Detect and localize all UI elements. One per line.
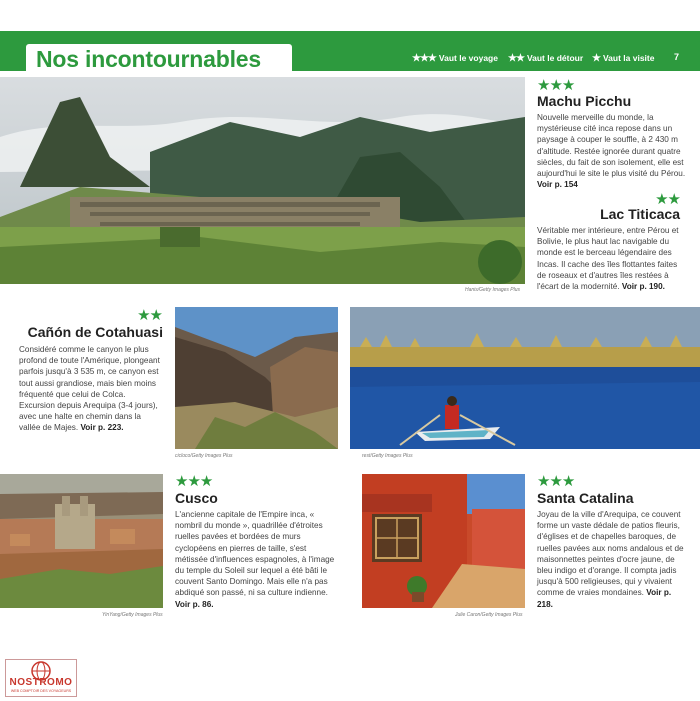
page-number: 7 bbox=[674, 52, 680, 62]
legend-label: Vaut le voyage bbox=[438, 53, 498, 63]
three-stars-icon: ★★★ bbox=[537, 473, 575, 490]
entry-description: Joyau de la ville d'Arequipa, ce couvent forme un vaste dédale de patios fleuris, d'églises et de chapelles baroques, de ruelles pavées aux noms andalous et de maisonnettes peintes d'ocre jaune, de bleu indigo et d'orange. Il compta jadis jusqu'à 500 religieuses, qui y vivaient comme de vraies mondaines. bbox=[537, 510, 684, 598]
three-stars-icon: ★★★ bbox=[175, 473, 213, 490]
entry-title-cusco: Cusco bbox=[175, 490, 218, 506]
entry-text-lac-titicaca bbox=[537, 225, 685, 292]
entry-text-machu-picchu bbox=[537, 112, 687, 190]
photo-credit: cicloco/Getty Images Plus bbox=[175, 453, 233, 459]
legend-label: Vaut la visite bbox=[602, 53, 655, 63]
entry-description: Véritable mer intérieure, entre Pérou et Bolivie, le plus haut lac navigable du monde est le berceau légendaire des Incas. Il cache des îles flottantes faites de roseaux et d'autres îles restées à l'écart de la modernité. bbox=[537, 226, 679, 292]
entry-description: L'ancienne capitale de l'Empire inca, « nombril du monde », quadrillée d'étroites ruelles pavées et bordées de murs cyclopéens en pierres de taille, s'est métissée d'influences espagnoles, à l'image du temple du Soleil sur lequel a été bâti le couvent Santo Domingo. Mais elle n'a pas abdiqué son passé, ni sa culture indienne. bbox=[175, 510, 335, 598]
two-stars-icon: ★★ bbox=[655, 191, 680, 208]
page-reference: Voir p. 223. bbox=[80, 423, 124, 433]
photo-credit: Julie Caron/Getty Images Plus bbox=[455, 612, 523, 618]
santa-catalina-photo bbox=[362, 474, 525, 608]
entry-description: Nouvelle merveille du monde, la mystérieuse cité inca repose dans un paysage à couper le souffle, à 2 430 m d'altitude. Restée ignorée durant quatre siècles, du fait de son isolement, elle est aujourd'hui le site le plus visité du Pérou. bbox=[537, 113, 686, 179]
entry-title-machu-picchu: Machu Picchu bbox=[537, 93, 632, 109]
photo-credit: rest/Getty Images Plus bbox=[362, 453, 413, 459]
page-title: Nos incontournables bbox=[36, 46, 261, 72]
machu-picchu-photo bbox=[0, 77, 525, 284]
entry-title-lac-titicaca: Lac Titicaca bbox=[600, 206, 680, 222]
legend-item-detour bbox=[508, 51, 583, 65]
page-reference: Voir p. 154 bbox=[537, 180, 578, 190]
cusco-photo bbox=[0, 474, 163, 608]
legend-item-visite bbox=[592, 51, 654, 65]
lake-titicaca-photo bbox=[350, 307, 700, 449]
photo-credit: YinYang/Getty Images Plus bbox=[102, 612, 163, 618]
two-stars-icon: ★★ bbox=[508, 52, 524, 64]
logo-name: NOSTROMO bbox=[9, 677, 73, 688]
entry-text-cusco bbox=[175, 509, 340, 610]
star-icon: ★ bbox=[592, 52, 600, 64]
two-stars-icon: ★★ bbox=[137, 307, 162, 324]
three-stars-icon: ★★★ bbox=[412, 52, 436, 64]
page-reference: Voir p. 218. bbox=[537, 588, 672, 609]
entry-description: Considéré comme le canyon le plus profond de toute l'Amérique, plongeant parfois jusqu'à 3 535 m, ce canyon est tout aussi grandiose, mais bien moins fréquenté que celui de Colca. Excursion depuis Arequipa (3-4 jours), avec une halte en chemin dans la vallée de Majes. bbox=[19, 345, 160, 433]
entry-title-canon-de-cotahuasi: Cañón de Cotahuasi bbox=[27, 324, 163, 340]
page-reference: Voir p. 190. bbox=[621, 282, 665, 292]
photo-credit: Hanis/Getty Images Plus bbox=[465, 287, 521, 293]
logo-tagline: WEB COMPTOIR DES VOYAGEURS bbox=[10, 689, 72, 693]
nostromo-logo[interactable] bbox=[5, 659, 77, 697]
legend-item-voyage bbox=[412, 51, 498, 65]
entry-text-santa-catalina bbox=[537, 509, 687, 610]
entry-text-canon-de-cotahuasi bbox=[19, 344, 161, 434]
legend-label: Vaut le détour bbox=[526, 53, 584, 63]
canyon-photo bbox=[175, 307, 338, 449]
page-reference: Voir p. 86. bbox=[175, 599, 214, 609]
three-stars-icon: ★★★ bbox=[537, 77, 575, 94]
entry-title-santa-catalina: Santa Catalina bbox=[537, 490, 634, 506]
